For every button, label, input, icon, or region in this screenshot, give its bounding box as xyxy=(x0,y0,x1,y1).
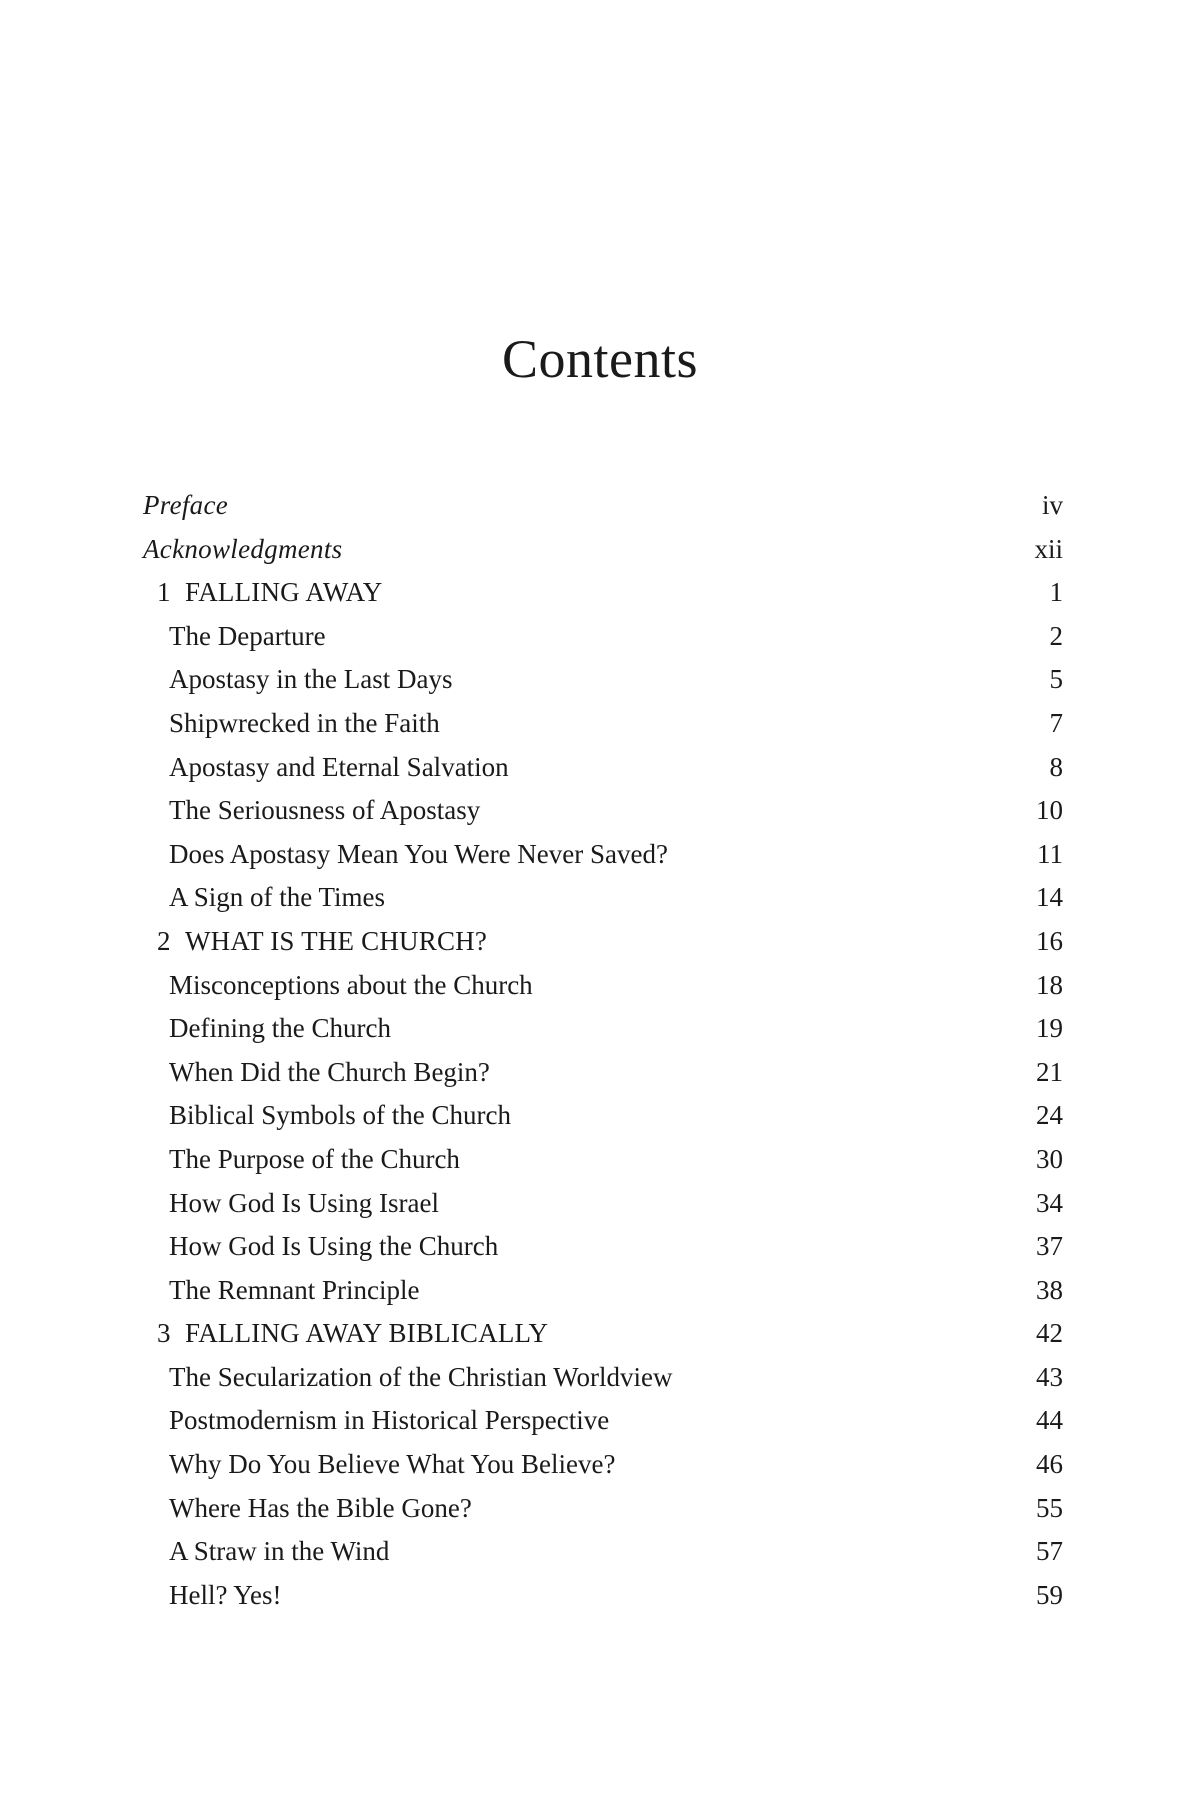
toc-section-label: The Purpose of the Church xyxy=(169,1143,460,1174)
toc-section[interactable] xyxy=(143,964,1063,1008)
toc-section[interactable] xyxy=(143,1138,1063,1182)
toc-page-number: 8 xyxy=(1049,751,1063,782)
toc-section-label: When Did the Church Begin? xyxy=(169,1056,490,1087)
toc-page-number: xii xyxy=(1034,533,1063,564)
toc-section-label: Defining the Church xyxy=(169,1013,391,1044)
toc-section[interactable] xyxy=(143,658,1063,702)
toc-section-label: Postmodernism in Historical Perspective xyxy=(169,1405,610,1436)
toc-page-number: 42 xyxy=(1036,1318,1063,1349)
toc-section[interactable] xyxy=(143,1269,1063,1313)
table-of-contents xyxy=(143,484,1063,1617)
toc-page-number: 18 xyxy=(1036,969,1063,1000)
toc-page-number: 14 xyxy=(1036,882,1063,913)
toc-chapter-2[interactable] xyxy=(143,920,1063,964)
toc-page-number: 7 xyxy=(1049,707,1063,738)
toc-section[interactable] xyxy=(143,1399,1063,1443)
toc-section-label: Hell? Yes! xyxy=(169,1579,282,1610)
toc-section-label: A Straw in the Wind xyxy=(169,1536,390,1567)
chapter-number: 3 xyxy=(157,1318,171,1349)
toc-section-label: The Secularization of the Christian Worldview xyxy=(169,1361,673,1392)
chapter-title: FALLING AWAY BIBLICALLY xyxy=(185,1318,549,1349)
toc-section-label: Where Has the Bible Gone? xyxy=(169,1492,472,1523)
toc-section[interactable] xyxy=(143,833,1063,877)
toc-section-label: How God Is Using Israel xyxy=(169,1187,439,1218)
page-title: Contents xyxy=(501,329,698,389)
toc-page-number: 59 xyxy=(1036,1579,1063,1610)
toc-page-number: 10 xyxy=(1036,795,1063,826)
toc-page-number: 2 xyxy=(1049,620,1063,651)
toc-entry-label: Acknowledgments xyxy=(143,533,343,564)
toc-section-label: Why Do You Believe What You Believe? xyxy=(169,1449,616,1480)
toc-section-label: A Sign of the Times xyxy=(169,882,386,913)
toc-section[interactable] xyxy=(143,702,1063,746)
toc-page-number: 11 xyxy=(1037,838,1063,869)
toc-section-label: How God Is Using the Church xyxy=(169,1231,499,1262)
toc-entry-label: Preface xyxy=(143,490,229,520)
toc-section[interactable] xyxy=(143,1574,1063,1618)
toc-section-label: The Remnant Principle xyxy=(169,1274,420,1305)
toc-chapter-1[interactable] xyxy=(143,571,1063,615)
toc-section[interactable] xyxy=(143,1007,1063,1051)
toc-page-number: 57 xyxy=(1036,1536,1063,1567)
toc-section[interactable] xyxy=(143,876,1063,920)
toc-section[interactable] xyxy=(143,1182,1063,1226)
toc-page-number: 5 xyxy=(1049,664,1063,695)
chapter-number: 1 xyxy=(157,577,171,608)
toc-page-number: 24 xyxy=(1036,1100,1063,1131)
chapter-number: 2 xyxy=(157,925,171,956)
toc-section-label: Shipwrecked in the Faith xyxy=(169,707,440,738)
toc-section-label: The Departure xyxy=(169,620,326,651)
toc-chapter-3[interactable] xyxy=(143,1312,1063,1356)
toc-section[interactable] xyxy=(143,1051,1063,1095)
toc-page-number: iv xyxy=(1041,490,1063,520)
toc-page-number: 21 xyxy=(1036,1056,1063,1087)
toc-section-label: Apostasy in the Last Days xyxy=(169,664,453,695)
toc-section[interactable] xyxy=(143,746,1063,790)
toc-section[interactable] xyxy=(143,1487,1063,1531)
toc-section[interactable] xyxy=(143,789,1063,833)
toc-page-number: 37 xyxy=(1036,1231,1063,1262)
toc-section-label: Does Apostasy Mean You Were Never Saved? xyxy=(169,838,668,869)
toc-section[interactable] xyxy=(143,1530,1063,1574)
toc-page-number: 34 xyxy=(1036,1187,1063,1218)
chapter-title: WHAT IS THE CHURCH? xyxy=(185,925,488,956)
toc-page-number: 43 xyxy=(1036,1361,1063,1392)
toc-section-label: The Seriousness of Apostasy xyxy=(169,795,481,826)
toc-page-number: 16 xyxy=(1036,925,1063,956)
toc-page-number: 19 xyxy=(1036,1013,1063,1044)
toc-page-number: 46 xyxy=(1036,1449,1063,1480)
toc-entry-preface[interactable] xyxy=(143,484,1063,528)
toc-section[interactable] xyxy=(143,1225,1063,1269)
toc-page-number: 38 xyxy=(1036,1274,1063,1305)
toc-section-label: Biblical Symbols of the Church xyxy=(169,1100,511,1131)
toc-page-number: 1 xyxy=(1049,577,1063,608)
toc-section[interactable] xyxy=(143,615,1063,659)
toc-section-label: Misconceptions about the Church xyxy=(169,969,533,1000)
toc-section[interactable] xyxy=(143,1094,1063,1138)
toc-page-number: 30 xyxy=(1036,1143,1063,1174)
toc-section[interactable] xyxy=(143,1443,1063,1487)
toc-entry-acknowledgments[interactable] xyxy=(143,528,1063,572)
toc-section[interactable] xyxy=(143,1356,1063,1400)
toc-section-label: Apostasy and Eternal Salvation xyxy=(169,751,509,782)
toc-page-number: 44 xyxy=(1036,1405,1063,1436)
chapter-title: FALLING AWAY xyxy=(185,577,383,608)
toc-page-number: 55 xyxy=(1036,1492,1063,1523)
